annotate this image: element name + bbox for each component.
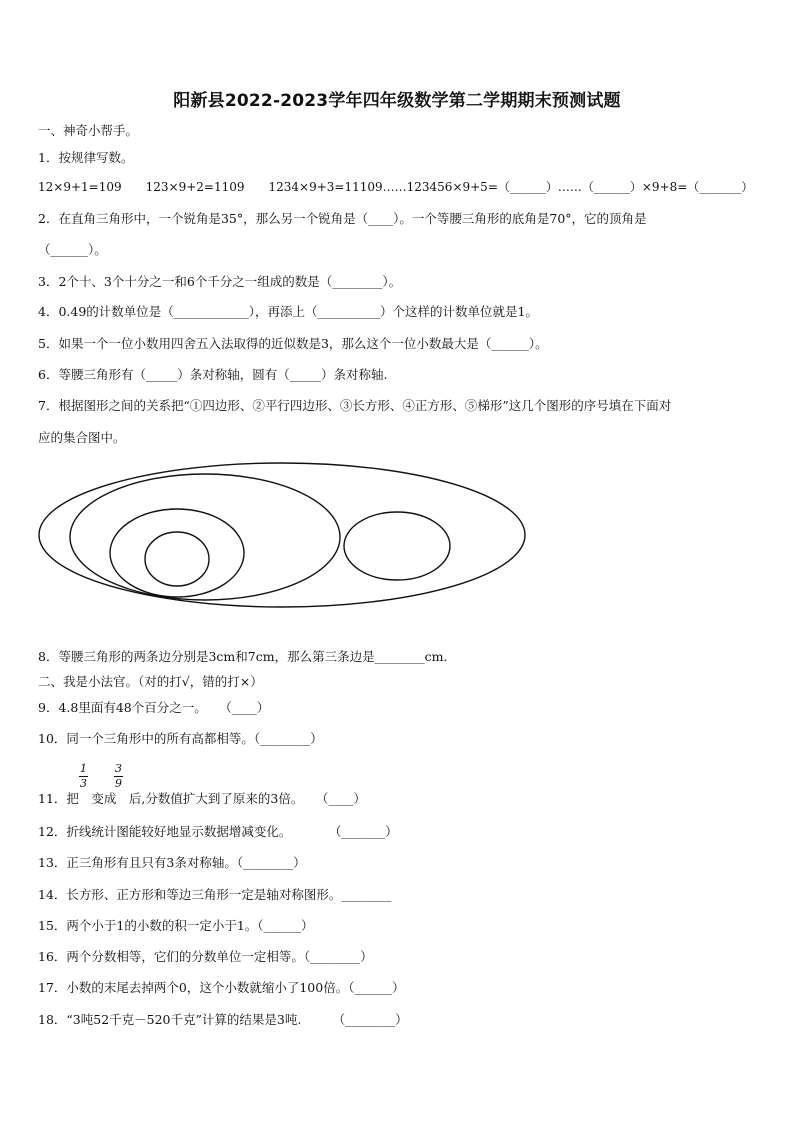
question-2-line-1: 2．在直角三角形中，一个锐角是35°，那么另一个锐角是（____）。一个等腰三角形的底角是70°，它的顶角是 [38,211,647,226]
question-9: 9．4.8里面有48个百分之一。 （____） [38,700,270,715]
question-1: 1．按规律写数。 [38,150,134,165]
page-title: 阳新县2022-2023学年四年级数学第二学期期末预测试题 [173,91,621,111]
question-3: 3．2个十、3个十分之一和6个千分之一组成的数是（________）。 [38,274,402,289]
question-17: 17．小数的末尾去掉两个0，这个小数就缩小了100倍。（______） [38,980,405,995]
question-11: 11．把 变成 后,分数值扩大到了原来的3倍。 （____） [38,791,366,806]
question-18: 18．“3吨52千克－520千克”计算的结果是3吨. （________） [38,1012,408,1027]
inner-ellipse [145,532,209,586]
question-10: 10．同一个三角形中的所有高都相等。（________） [38,731,323,746]
fraction-denominator: 9 [115,777,122,790]
question-15: 15．两个小于1的小数的积一定小于1。（______） [38,918,314,933]
question-2-line-2: （______）。 [38,242,107,257]
fraction-numerator: 3 [115,762,122,775]
question-14: 14．长方形、正方形和等边三角形一定是轴对称图形。________ [38,887,392,902]
separate-ellipse [344,512,450,580]
section-heading-2: 二、我是小法官。（对的打√，错的打×） [38,674,263,689]
question-4: 4．0.49的计数单位是（____________），再添上（__________）个这样的计数单位就是1。 [38,304,538,319]
fraction-three-ninths [114,762,123,790]
question-8: 8．等腰三角形的两条边分别是3cm和7cm，那么第三条边是________cm. [38,649,448,664]
question-16: 16．两个分数相等，它们的分数单位一定相等。（________） [38,949,373,964]
question-7-line-2: 应的集合图中。 [38,430,126,445]
question-5: 5．如果一个一位小数用四舍五入法取得的近似数是3，那么这个一位小数最大是（______）。 [38,336,548,351]
section-heading-1: 一、神奇小帮手。 [38,123,139,138]
question-6: 6．等腰三角形有（_____）条对称轴，圆有（_____）条对称轴. [38,367,388,382]
question-7-line-1: 7．根据图形之间的关系把“①四边形、②平行四边形、③长方形、④正方形、⑤梯形”这几个图形的序号填在下面对 [38,398,672,413]
fraction-denominator: 3 [80,777,87,790]
question-1-pattern: 12×9+1=109 123×9+2=1109 1234×9+3=11109……123456×9+5=（______）……（______）×9+8=（_______） [38,180,754,194]
question-12: 12．折线统计图能较好地显示数据增减变化。 （_______） [38,824,398,839]
question-13: 13．正三角形有且只有3条对称轴。（________） [38,855,306,870]
second-ellipse [70,474,340,600]
third-ellipse [110,509,244,597]
fraction-numerator: 1 [80,762,87,775]
fraction-one-third [79,762,88,790]
